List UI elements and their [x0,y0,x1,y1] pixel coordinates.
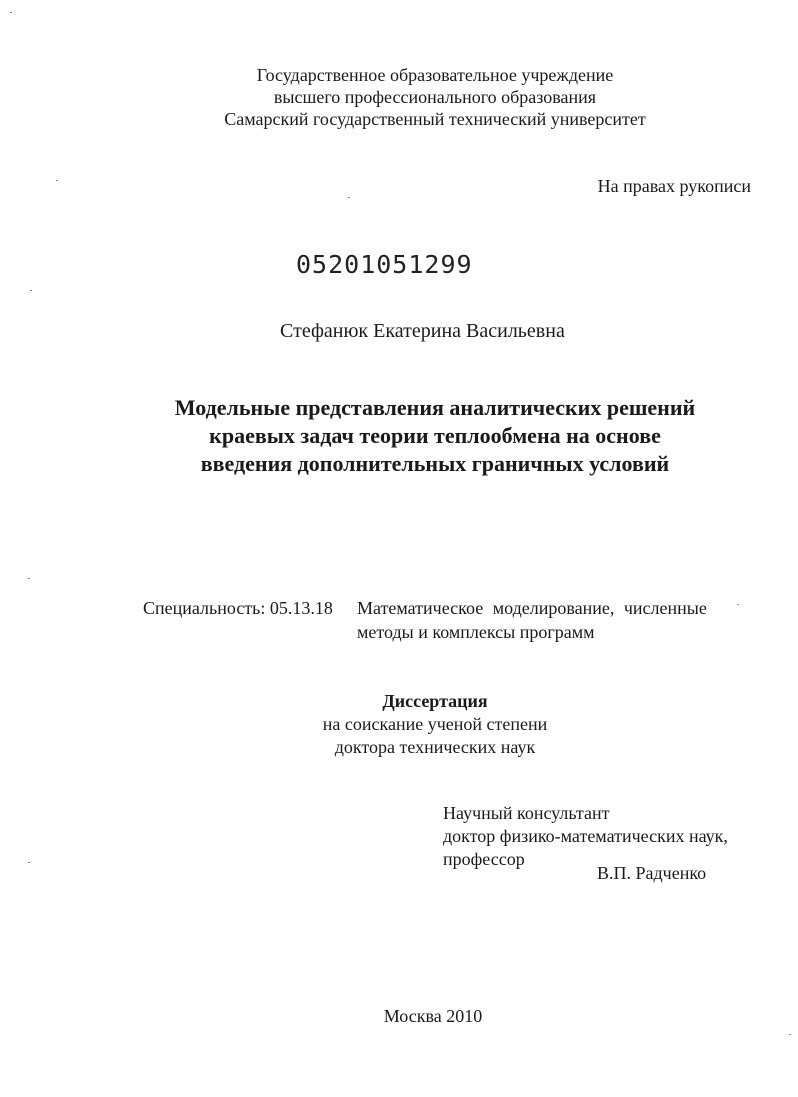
title-line-3: введения дополнительных граничных условий [200,451,670,476]
degree-line-2: доктора технических наук [334,737,536,757]
title-line-2: краевых задач теории теплообмена на основе [209,423,661,448]
dissertation-title [120,394,750,478]
specialty-line-2: методы и комплексы программ [357,622,595,642]
author-name: Стефанюк Екатерина Васильевна [280,320,565,342]
specialty-line-1: Математическое моделирование, численные [357,598,707,618]
specialty-label: Специальность: 05.13.18 [143,598,333,618]
advisor-block [443,802,728,871]
city-year: Москва 2010 [383,1006,483,1026]
advisor-name: В.П. Радченко [597,863,707,883]
institution-header [120,64,750,130]
scan-speck [56,180,58,181]
scan-speck [10,12,12,13]
degree-line-1: на соискание ученой степени [322,714,548,734]
degree-block [260,690,610,759]
record-number: 05201051299 [296,250,473,279]
advisor-degree: доктор физико-математических наук, [443,826,728,846]
rights-notice: На правах рукописи [597,176,751,196]
scan-speck [348,197,350,198]
institution-line-1: Государственное образовательное учреждение [256,65,614,85]
institution-line-2: высшего профессионального образования [273,87,597,107]
advisor-role: Научный консультант [443,803,610,823]
scan-speck [789,1034,791,1035]
degree-type: Диссертация [382,691,488,711]
advisor-title: профессор [443,849,525,869]
scan-speck [28,862,30,863]
institution-line-3: Самарский государственный технический университет [224,109,646,129]
scan-speck [30,290,32,291]
title-line-1: Модельные представления аналитических решений [174,395,696,420]
scan-speck [737,604,739,605]
scan-speck [28,578,30,579]
